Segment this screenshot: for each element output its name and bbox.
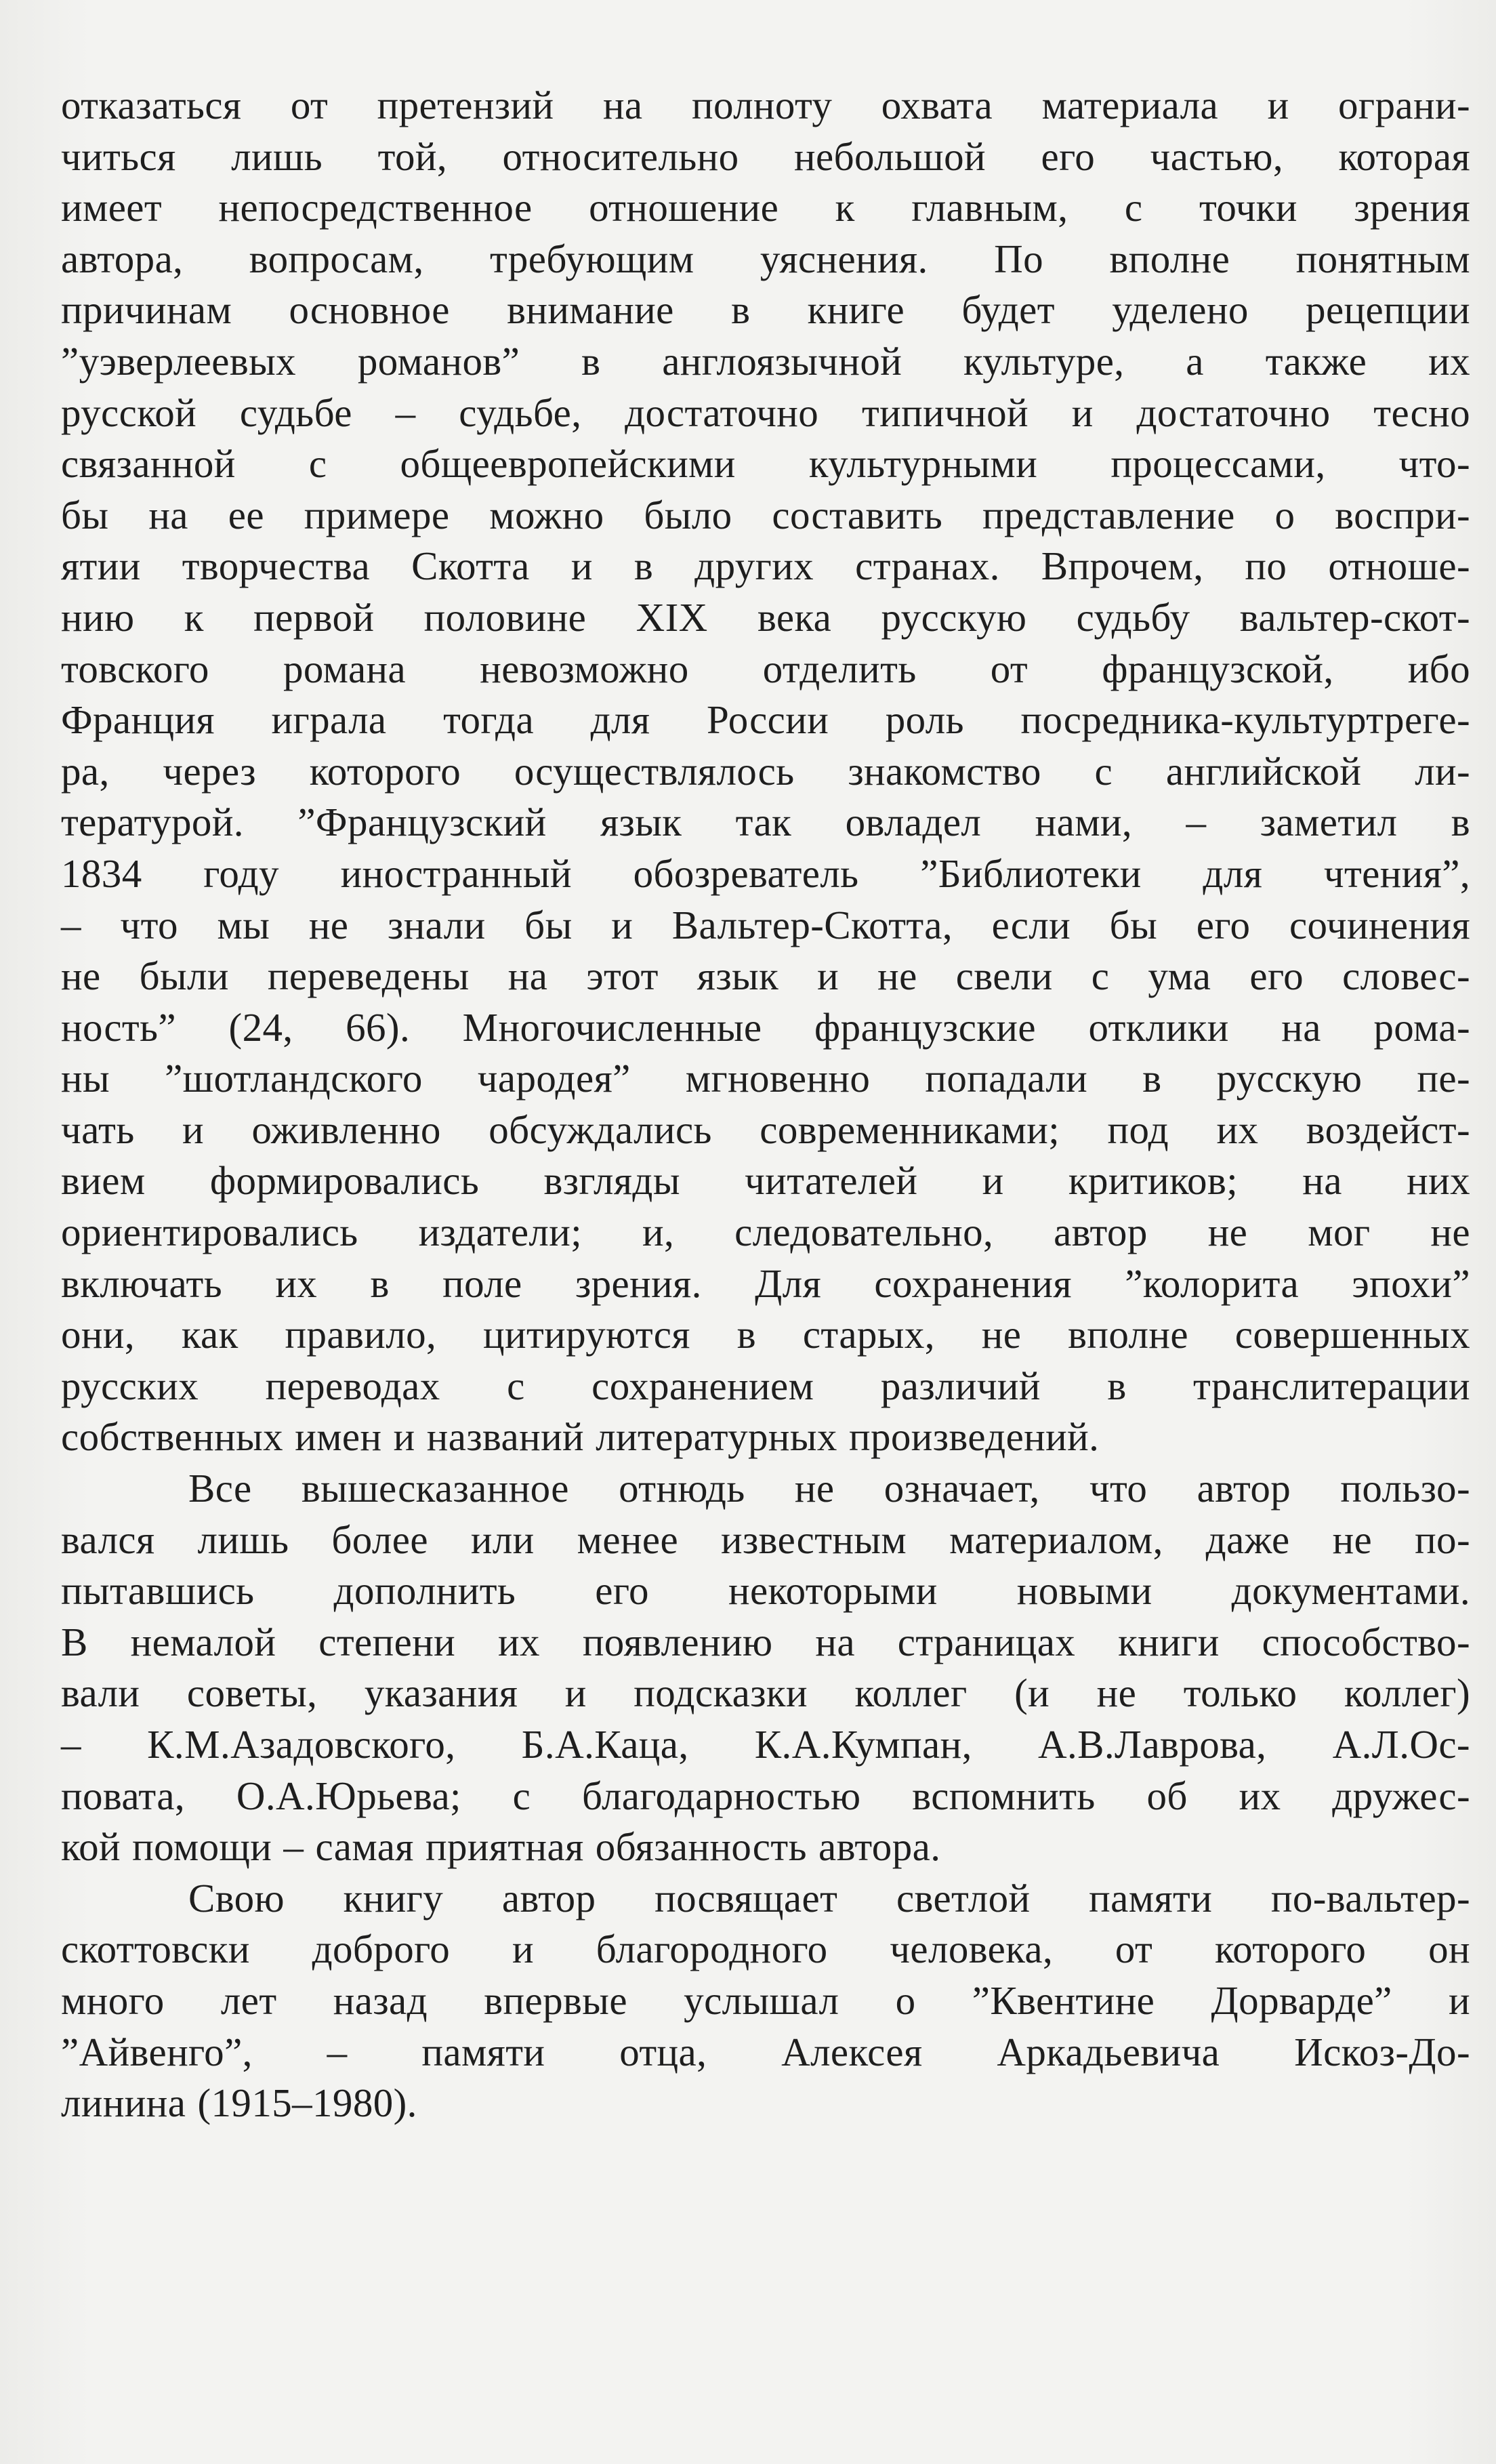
text-line: – что мы не знали бы и Вальтер-Скотта, если бы его сочинения [61, 902, 1470, 947]
text-line: – К.М.Азадовского, Б.А.Каца, К.А.Кумпан, А.В.Лаврова, А.Л.Ос- [61, 1722, 1470, 1767]
text-line: вием формировались взгляды читателей и критиков; на них [61, 1158, 1470, 1204]
text-line: русской судьбе – судьбе, достаточно типичной и достаточно тесно [61, 390, 1470, 435]
text-line: В немалой степени их появлению на страницах книги способство- [61, 1619, 1470, 1664]
text-line: 1834 году иностранный обозреватель ”Библиотеки для чтения”, [61, 850, 1470, 896]
text-line: Франция играла тогда для России роль посредника-культуртреге- [61, 697, 1470, 743]
text-line: скоттовски доброго и благородного человека, от которого он [61, 1927, 1470, 1972]
paragraph-end-line: кой помощи – самая приятная обязанность автора. [61, 1824, 941, 1870]
text-line: ны ”шотландского чародея” мгновенно попадали в русскую пе- [61, 1056, 1470, 1101]
text-line: автора, вопросам, требующим уяснения. По вполне понятным [61, 236, 1470, 281]
text-line: они, как правило, цитируются в старых, не вполне совершенных [61, 1312, 1470, 1357]
text-line: ность” (24, 66). Многочисленные французские отклики на рома- [61, 1004, 1470, 1050]
text-line: бы на ее примере можно было составить представление о воспри- [61, 492, 1470, 537]
text-line: товского романа невозможно отделить от французской, ибо [61, 646, 1470, 691]
text-line: отказаться от претензий на полноту охвата материала и ограни- [61, 83, 1470, 127]
text-line: русских переводах с сохранением различий в транслитерации [61, 1363, 1470, 1408]
paragraph-end-line: линина (1915–1980). [61, 2080, 417, 2126]
text-line: нию к первой половине XIX века русскую судьбу вальтер-скот- [61, 594, 1470, 640]
text-line: читься лишь той, относительно небольшой его частью, которая [61, 134, 1470, 179]
text-line: причинам основное внимание в книге будет уделено рецепции [61, 287, 1470, 333]
body-text [61, 80, 1470, 2129]
text-line: связанной с общеевропейскими культурными процессами, что- [61, 441, 1470, 487]
text-line: вался лишь более или менее известным материалом, даже не по- [61, 1517, 1470, 1562]
text-line: ятии творчества Скотта и в других странах. Впрочем, по отноше- [61, 543, 1470, 589]
text-line: ”уэверлеевых романов” в англоязычной культуре, а также их [61, 338, 1470, 384]
text-line: ра, через которого осуществлялось знакомство с английской ли- [61, 748, 1470, 794]
text-line: вали советы, указания и подсказки коллег (и не только коллег) [61, 1670, 1470, 1716]
text-line: включать их в поле зрения. Для сохранения ”колорита эпохи” [61, 1260, 1470, 1306]
text-line: ”Айвенго”, – памяти отца, Алексея Аркадьевича Искоз-До- [61, 2029, 1470, 2074]
text-line: тературой. ”Французский язык так овладел нами, – заметил в [61, 800, 1470, 845]
text-line: повата, О.А.Юрьева; с благодарностью вспомнить об их дружес- [61, 1773, 1470, 1818]
text-line: не были переведены на этот язык и не свели с ума его словес- [61, 953, 1470, 999]
paragraph-first-line: Свою книгу автор посвящает светлой памяти по-вальтер- [188, 1875, 1470, 1921]
text-line: пытавшись дополнить его некоторыми новыми документами. [61, 1568, 1470, 1614]
text-line: чать и оживленно обсуждались современниками; под их воздейст- [61, 1107, 1470, 1152]
paragraph-first-line: Все вышесказанное отнюдь не означает, что автор пользо- [188, 1466, 1470, 1511]
text-line: ориентировались издатели; и, следовательно, автор не мог не [61, 1210, 1470, 1255]
paragraph-end-line: собственных имен и названий литературных произведений. [61, 1414, 1100, 1460]
text-line: много лет назад впервые услышал о ”Квентине Дорварде” и [61, 1977, 1470, 2023]
text-line: имеет непосредственное отношение к главным, с точки зрения [61, 185, 1470, 230]
